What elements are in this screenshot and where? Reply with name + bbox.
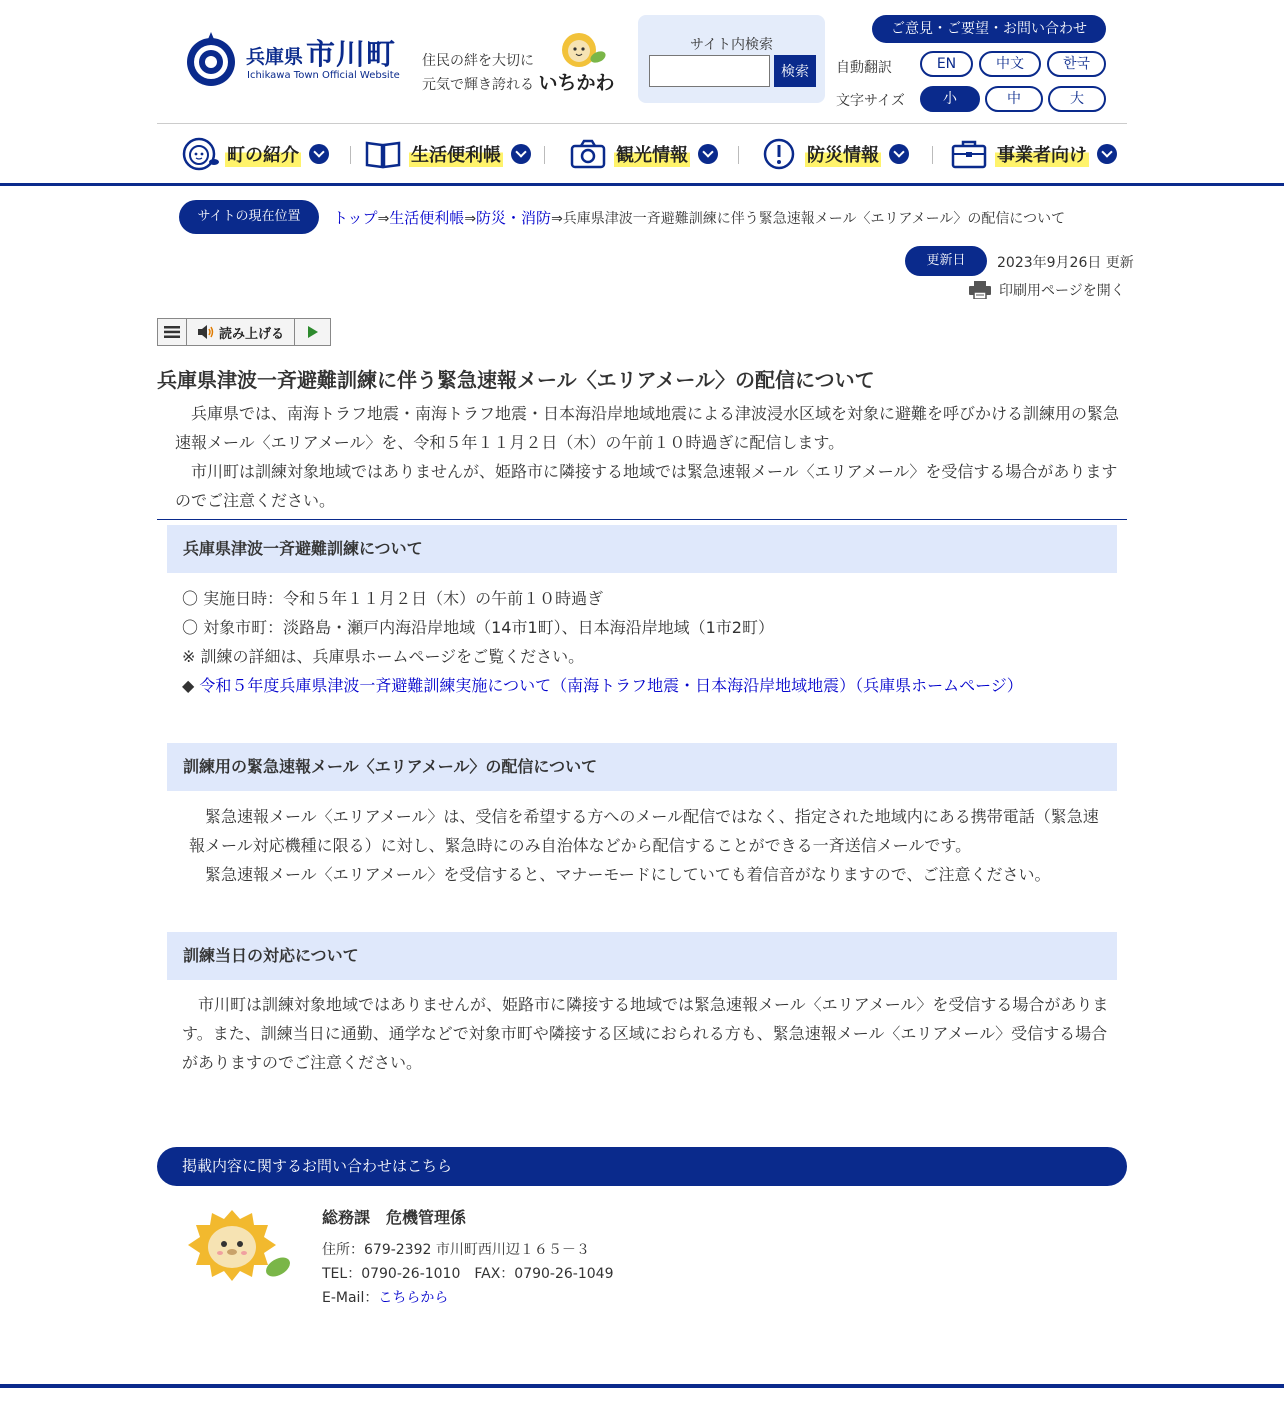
search-input[interactable] bbox=[649, 55, 770, 87]
translate-label: 自動翻訳 bbox=[836, 60, 892, 76]
chevron-down-icon bbox=[1097, 144, 1117, 164]
chevron-down-icon bbox=[889, 144, 909, 164]
read-aloud-label: 読み上げる bbox=[218, 326, 284, 342]
section-line: 〇 実施日時：令和５年１１月２日（木）の午前１０時過ぎ bbox=[182, 589, 604, 608]
nav-separator bbox=[932, 146, 933, 164]
intro-paragraph: 兵庫県では、南海トラフ地震・南海トラフ地震・日本海沿岸地域地震による津波浸水区域を対象に避難を呼びかける訓練用の緊急速報メール〈エリアメール〉を、令和５年１１月２日（木）の午前１０時過ぎに配信します。 bbox=[175, 404, 1120, 452]
breadcrumb: トップ⇒生活便利帳⇒防災・消防⇒兵庫県津波一斉避難訓練に伴う緊急速報メール〈エリアメール〉の配信について bbox=[333, 209, 1066, 227]
page-title: 兵庫県津波一斉避難訓練に伴う緊急速報メール〈エリアメール〉の配信について bbox=[157, 368, 875, 392]
opinion-contact-button[interactable]: ご意見・ご要望・お問い合わせ bbox=[872, 15, 1106, 43]
chevron-down-icon bbox=[698, 144, 718, 164]
briefcase-icon bbox=[949, 137, 989, 171]
nav-item-town-intro[interactable] bbox=[179, 136, 329, 172]
contact-address: 住所：679-2392 市川町西川辺１６５－３ bbox=[322, 1242, 590, 1258]
search-title: サイト内検索 bbox=[689, 37, 774, 53]
warning-icon bbox=[759, 137, 799, 171]
menu-icon bbox=[164, 326, 180, 338]
intro-divider bbox=[157, 519, 1127, 520]
section-heading: 訓練用の緊急速報メール〈エリアメール〉の配信について bbox=[167, 743, 1117, 791]
mascot-icon bbox=[557, 30, 607, 70]
section-link-line: ◆ 令和５年度兵庫県津波一斉避難訓練実施について（南海トラフ地震・日本海沿岸地域地震）（兵庫県ホームページ） bbox=[182, 676, 1023, 695]
contact-bar: 掲載内容に関するお問い合わせはこちら bbox=[157, 1147, 1127, 1186]
chevron-down-icon bbox=[309, 144, 329, 164]
global-nav bbox=[157, 124, 1127, 184]
section-heading: 兵庫県津波一斉避難訓練について bbox=[167, 525, 1117, 573]
nav-item-disaster-info[interactable] bbox=[759, 136, 909, 172]
translate-ko-button[interactable]: 한국 bbox=[1047, 51, 1106, 77]
updated-date: 2023年9月26日 更新 bbox=[997, 255, 1134, 271]
footer-border bbox=[0, 1384, 1284, 1388]
section-paragraph: 緊急速報メール〈エリアメール〉は、受信を希望する方へのメール配信ではなく、指定された地域内にある携帯電話（緊急速報メール対応機種に限る）に対し、緊急時にのみ自治体などから配信することができる一斉送信メールです。 bbox=[189, 807, 1099, 855]
section-line: 〇 対象市町：淡路島・瀬戸内海沿岸地域（14市1町）、日本海沿岸地域（1市2町） bbox=[182, 618, 774, 637]
mascot-icon bbox=[182, 1205, 294, 1295]
section-paragraph: 緊急速報メール〈エリアメール〉を受信すると、マナーモードにしていても着信音がなりますので、ご注意ください。 bbox=[189, 865, 1051, 884]
breadcrumb-link-disaster[interactable]: 防災・消防 bbox=[476, 209, 552, 227]
breadcrumb-link-top[interactable]: トップ bbox=[333, 209, 378, 227]
printer-icon bbox=[969, 281, 991, 299]
breadcrumb-link-living[interactable]: 生活便利帳 bbox=[389, 209, 465, 227]
breadcrumb-badge: サイトの現在位置 bbox=[179, 200, 319, 234]
breadcrumb-current: 兵庫県津波一斉避難訓練に伴う緊急速報メール〈エリアメール〉の配信について bbox=[562, 211, 1066, 227]
read-aloud-play-button[interactable] bbox=[295, 319, 330, 345]
contact-email-link[interactable]: こちらから bbox=[378, 1290, 449, 1306]
updated-badge: 更新日 bbox=[905, 246, 987, 276]
speaker-icon bbox=[197, 325, 215, 339]
site-header bbox=[157, 0, 1127, 124]
slogan-town-kana: いちかわ bbox=[538, 72, 615, 94]
contact-email: E-Mail：こちらから bbox=[322, 1290, 449, 1306]
nav-label: 町の紹介 bbox=[225, 141, 301, 167]
read-aloud-button[interactable] bbox=[187, 319, 295, 345]
nav-label: 事業者向け bbox=[995, 141, 1089, 167]
read-aloud-menu-button[interactable] bbox=[158, 319, 187, 345]
site-logo[interactable] bbox=[185, 30, 430, 90]
section-paragraph: 市川町は訓練対象地域ではありませんが、姫路市に隣接する地域では緊急速報メール〈エリアメール〉を受信する場合があります。また、訓練当日に通勤、通学などで対象市町や隣接する区域におられる方も、緊急速報メール〈エリアメール〉受信する場合がありますのでご注意ください。 bbox=[182, 995, 1109, 1072]
logo-town-name: 市川町 bbox=[306, 37, 397, 71]
contact-department: 総務課 危機管理係 bbox=[322, 1208, 467, 1227]
intro-paragraph: 市川町は訓練対象地域ではありませんが、姫路市に隣接する地域では緊急速報メール〈エリアメール〉を受信する場合がありますのでご注意ください。 bbox=[175, 462, 1118, 510]
read-aloud-player bbox=[157, 318, 331, 346]
print-page-link[interactable] bbox=[969, 280, 1125, 300]
play-icon bbox=[308, 326, 318, 338]
search-button[interactable]: 検索 bbox=[774, 55, 816, 87]
slogan-line-1: 住民の絆を大切に bbox=[422, 53, 534, 69]
section-body bbox=[182, 990, 1110, 1077]
chevron-down-icon bbox=[511, 144, 531, 164]
contact-phone: TEL：0790-26-1010 FAX：0790-26-1049 bbox=[322, 1266, 614, 1282]
nav-bottom-border bbox=[0, 183, 1284, 186]
nav-separator bbox=[350, 146, 351, 164]
nav-label: 生活便利帳 bbox=[409, 141, 503, 167]
font-size-small-button[interactable]: 小 bbox=[920, 86, 980, 112]
logo-english: Ichikawa Town Official Website bbox=[247, 70, 400, 81]
nav-label: 防災情報 bbox=[805, 141, 881, 167]
book-icon bbox=[363, 137, 403, 171]
intro-text bbox=[175, 399, 1123, 515]
font-size-medium-button[interactable]: 中 bbox=[985, 86, 1043, 112]
font-size-label: 文字サイズ bbox=[836, 93, 905, 109]
nav-separator bbox=[544, 146, 545, 164]
nav-item-living-guide[interactable] bbox=[363, 136, 531, 172]
town-emblem-icon bbox=[185, 30, 237, 88]
section-body bbox=[189, 802, 1107, 889]
mascot-face-icon bbox=[179, 137, 219, 171]
slogan-line-2: 元気で輝き誇れる いちかわ bbox=[422, 72, 615, 94]
site-search bbox=[638, 15, 825, 103]
section-body bbox=[182, 584, 1112, 700]
hyogo-drill-link[interactable]: 令和５年度兵庫県津波一斉避難訓練実施について（南海トラフ地震・日本海沿岸地域地震）（兵庫県ホームページ） bbox=[199, 676, 1023, 695]
nav-item-business[interactable] bbox=[949, 136, 1117, 172]
print-label: 印刷用ページを開く bbox=[999, 283, 1125, 299]
translate-en-button[interactable]: EN bbox=[920, 51, 973, 77]
section-line: ※ 訓練の詳細は、兵庫県ホームページをご覧ください。 bbox=[182, 647, 585, 666]
camera-icon bbox=[568, 137, 608, 171]
nav-item-tourism[interactable] bbox=[568, 136, 718, 172]
translate-zh-button[interactable]: 中文 bbox=[979, 51, 1041, 77]
logo-prefecture: 兵庫県 bbox=[246, 46, 304, 68]
font-size-large-button[interactable]: 大 bbox=[1048, 86, 1106, 112]
section-heading: 訓練当日の対応について bbox=[167, 932, 1117, 980]
nav-separator bbox=[738, 146, 739, 164]
nav-label: 観光情報 bbox=[614, 141, 690, 167]
